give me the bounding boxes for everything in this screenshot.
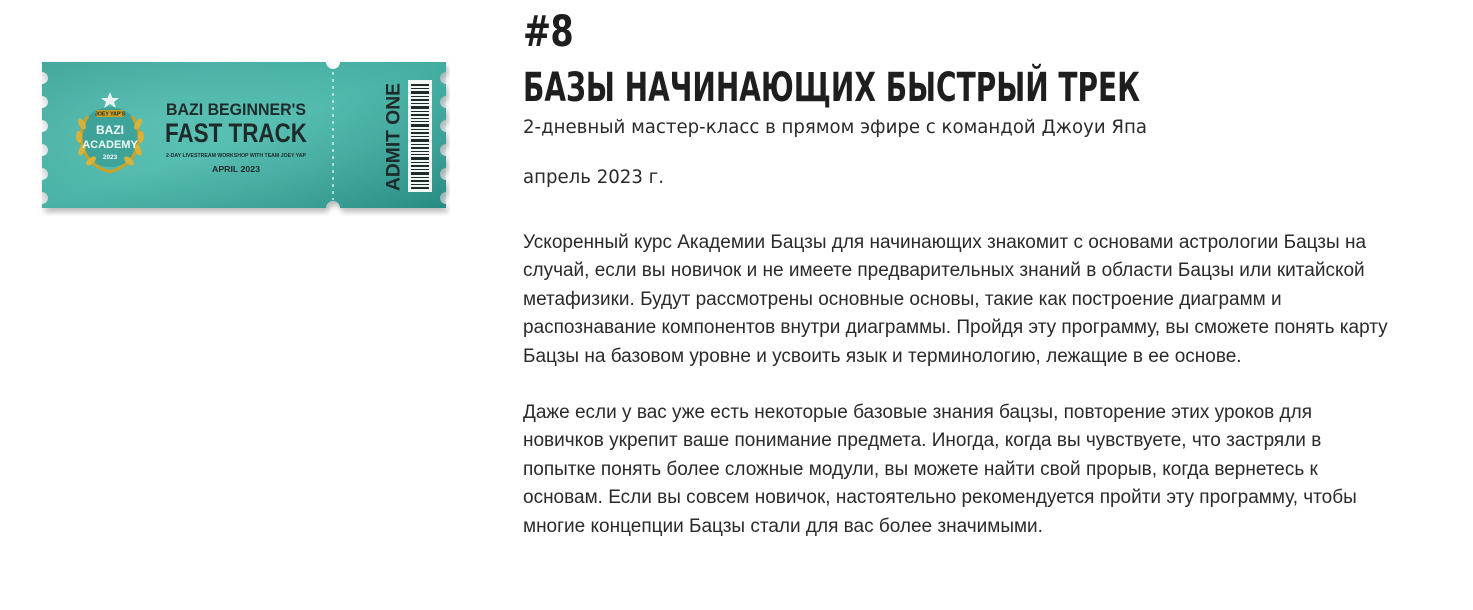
paragraph-line: основам. Если вы совсем новичок, настоятельно рекомендуется пройти эту программу, чтобы [523,487,1357,509]
course-description-paragraph-1 [523,229,1453,371]
barcode-icon [408,80,432,192]
ticket-stub-text: ADMIT ONE [383,84,405,191]
ticket-tagline: 2-DAY LIVESTREAM WORKSHOP WITH TEAM JOEY YAP [166,153,307,159]
paragraph-line: Даже если у вас уже есть некоторые базовые знания бацзы, повторение этих уроков для [523,402,1313,423]
ticket-graphic [36,58,450,216]
ticket-date: APRIL 2023 [212,165,261,174]
ticket-headline-line2: FAST TRACK [165,118,308,148]
badge-year-text: 2023 [102,154,118,161]
paragraph-line: многие концепции Бацзы стали для вас более значимыми. [523,515,1043,537]
badge-academy-text: ACADEMY [82,139,138,151]
course-subtitle: 2-дневный мастер-класс в прямом эфире с командой Джоуи Япа [523,116,1148,138]
ticket-headline-line1: BAZI BEGINNER'S [166,100,306,119]
course-ticket-image [36,58,450,216]
course-title: БАЗЫ НАЧИНАЮЩИХ БЫСТРЫЙ ТРЕК [523,65,1141,111]
course-number: #8 [523,7,573,57]
paragraph-line: метафизики. Будут рассмотрены основные основы, такие как построение диаграмм и [523,288,1282,310]
badge-top-text: JOEY YAP'S [95,111,125,118]
course-date: апрель 2023 г. [523,166,664,188]
paragraph-line: Бацзы на базовом уровне и усвоить язык и терминологию, лежащие в ее основе. [523,345,1242,367]
badge-bazi-text: BAZI [96,123,124,137]
paragraph-line: новичков укрепит ваше понимание предмета. Иногда, когда вы чувствуете, что застряли в [523,430,1322,452]
paragraph-line: случай, если вы новичок и не имеете предварительных знаний в области Бацзы или китайской [523,260,1365,282]
paragraph-line: распознавание компонентов внутри диаграммы. Пройдя эту программу, вы сможете понять карту [523,317,1388,339]
course-description-paragraph-2 [523,399,1453,541]
paragraph-line: попытке понять более сложные модули, вы можете найти свой прорыв, когда вернетесь к [523,458,1318,480]
paragraph-line: Ускоренный курс Академии Бацзы для начинающих знакомит с основами астрологии Бацзы на [523,232,1367,253]
